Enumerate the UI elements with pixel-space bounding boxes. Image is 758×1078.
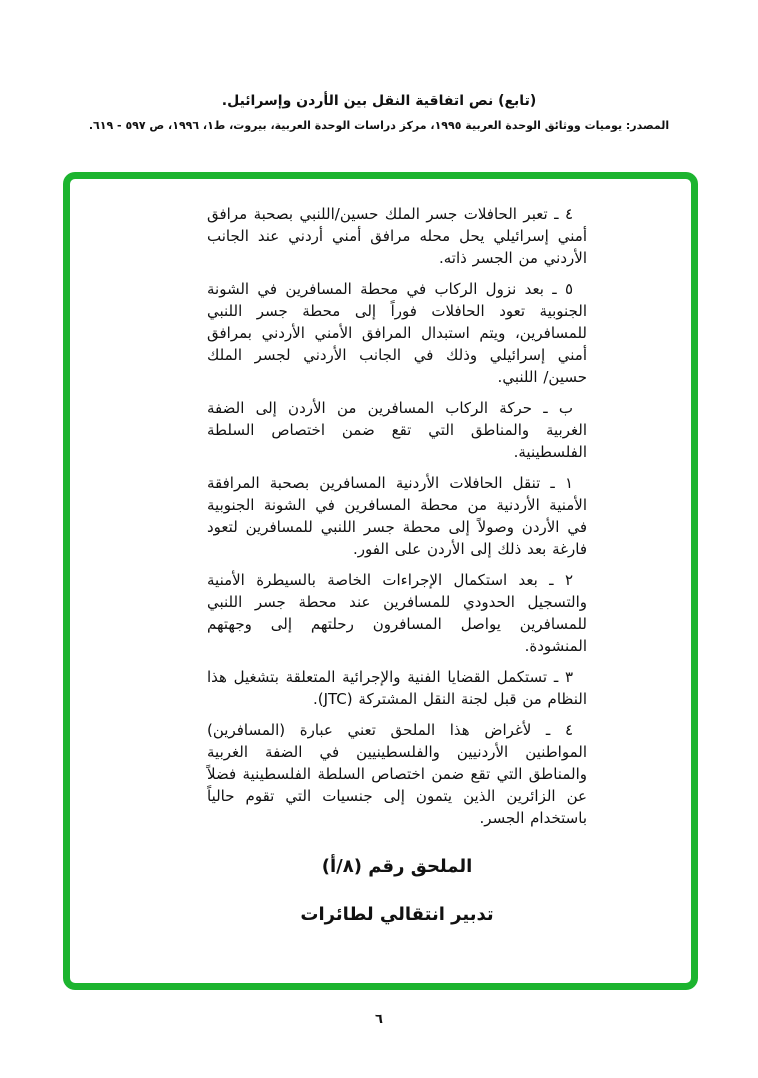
green-border-frame bbox=[63, 172, 698, 990]
page-number: ٦ bbox=[375, 1012, 383, 1027]
body-text-column bbox=[207, 203, 587, 925]
page-header bbox=[0, 93, 758, 132]
paragraph-clause-1-jordanian-buses: ١ ـ تنقل الحافلات الأردنية المسافرين بصحبة المرافقة الأمنية الأردنية من محطة المسافرين في الشونة الجنوبية في الأردن وصولاً إلى محطة جسر اللنبي للمسافرين لتعود فارغة بعد ذلك إلى الأردن على الفور. bbox=[207, 474, 587, 558]
document-continuation-title: (تابع) نص اتفاقية النقل بين الأردن وإسرائيل. bbox=[221, 93, 537, 109]
paragraph-clause-4-definitions: ٤ ـ لأغراض هذا الملحق تعني عبارة (المسافرين) المواطنين الأردنيين والفلسطينيين في الضفة الغربية والمناطق التي تقع ضمن اختصاص السلطة الفلسطينية فضلاً عن الزائرين الذين يتمون إلى جنسيات التي تقوم حالياً باستخدام الجسر. bbox=[207, 721, 587, 827]
paragraph-clause-3-jtc: ٣ ـ تستكمل القضايا الفنية والإجرائية المتعلقة بتشغيل هذا النظام من قبل لجنة النقل المشتركة (JTC). bbox=[207, 668, 587, 708]
paragraph-section-b: ب ـ حركة الركاب المسافرين من الأردن إلى الضفة الغربية والمناطق التي تقع ضمن اختصاص السلطة الفلسطينية. bbox=[207, 399, 587, 461]
paragraph-clause-5-passengers: ٥ ـ بعد نزول الركاب في محطة المسافرين في الشونة الجنوبية تعود الحافلات فوراً إلى محطة جسر اللنبي للمسافرين، ويتم استبدال المرافق الأمني الأردني بمرافق أمني إسرائيلي وذلك في الجانب الأردني لجسر الملك حسين/ اللنبي. bbox=[207, 280, 587, 386]
paragraph-clause-2-border-procedures: ٢ ـ بعد استكمال الإجراءات الخاصة بالسيطرة الأمنية والتسجيل الحدودي للمسافرين عند محطة جسر اللنبي للمسافرين يواصل المسافرون رحلتهم إلى وجهتهم المنشودة. bbox=[207, 571, 587, 655]
source-citation: المصدر: يوميات ووثائق الوحدة العربية ١٩٩٥، مركز دراسات الوحدة العربية، بيروت، ط١، ١٩٩٦، ص ٥٩٧ - ٦١٩. bbox=[88, 119, 670, 132]
paragraph-clause-4-buses: ٤ ـ تعبر الحافلات جسر الملك حسين/اللنبي بصحبة مرافق أمني إسرائيلي يحل محله مرافق أمني أردني عند الجانب الأردني من الجسر ذاته. bbox=[207, 205, 587, 267]
annex-subheading: تدبير انتقالي لطائرات bbox=[300, 904, 494, 925]
annex-heading: الملحق رقم (٨/أ) bbox=[321, 856, 473, 877]
